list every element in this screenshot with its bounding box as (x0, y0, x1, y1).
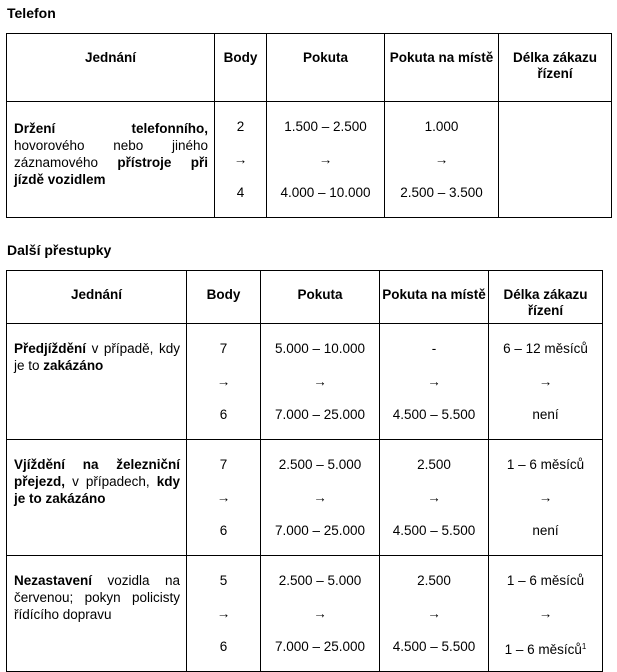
pokuta-na-miste-cell: 2.500 → 4.500 – 5.500 (380, 556, 489, 672)
body-cell: 7 → 6 (187, 324, 261, 440)
header-delka-zakazu: Délka zákazu řízení (512, 50, 598, 81)
arrow-icon: → (216, 606, 231, 621)
arrow-icon: → (216, 374, 231, 389)
pokuta-cell: 2.500 – 5.000 → 7.000 – 25.000 (261, 440, 380, 556)
pokuta-cell: 1.500 – 2.500 → 4.000 – 10.000 (267, 102, 385, 218)
header-body: Body (223, 50, 258, 65)
offense-description: Předjíždění v případě, kdy je to zakázáno (14, 341, 180, 373)
delka-cell: 6 – 12 měsíců → není (489, 324, 603, 440)
pokuta-na-miste-cell: - → 4.500 – 5.500 (380, 324, 489, 440)
body-cell: 2 → 4 (215, 102, 267, 218)
header-pokuta: Pokuta (302, 50, 348, 65)
section-title-dalsi-prestupky: Další přestupky (7, 242, 112, 258)
arrow-icon: → (538, 606, 553, 621)
telefon-table (6, 33, 612, 218)
body-cell: 7 → 6 (187, 440, 261, 556)
arrow-icon: → (318, 152, 333, 167)
arrow-icon: → (313, 374, 327, 389)
table-row (7, 556, 603, 672)
arrow-icon: → (233, 152, 248, 167)
arrow-icon: → (434, 152, 449, 167)
arrow-icon: → (313, 490, 327, 505)
table-header-row (7, 271, 603, 324)
header-pokuta: Pokuta (297, 287, 343, 302)
dalsi-prestupky-table (6, 270, 603, 672)
table-row (7, 440, 603, 556)
offense-description: Vjíždění na železniční přejezd, v případech, kdy je to zakázáno (14, 457, 180, 506)
header-pokuta-na-miste: Pokuta na místě (382, 287, 486, 302)
arrow-icon: → (313, 606, 327, 621)
arrow-icon: → (427, 374, 441, 389)
pokuta-cell: 5.000 – 10.000 → 7.000 – 25.000 (261, 324, 380, 440)
table-row (7, 102, 612, 218)
header-pokuta-na-miste: Pokuta na místě (389, 50, 494, 65)
arrow-icon: → (538, 374, 553, 389)
pokuta-na-miste-cell: 1.000 → 2.500 – 3.500 (385, 102, 499, 218)
section-title-telefon: Telefon (7, 5, 56, 21)
header-body: Body (206, 287, 241, 302)
arrow-icon: → (538, 490, 553, 505)
offense-description: Nezastavení vozidla na červenou; pokyn policisty řídícího dopravu (14, 573, 180, 622)
table-row (7, 324, 603, 440)
offense-description: Držení telefonního, hovorového nebo jiného záznamového přístroje při jízdě vozidlem (14, 121, 208, 187)
delka-cell: 1 – 6 měsíců → 1 – 6 měsíců$^1$ (489, 556, 603, 672)
delka-cell: 1 – 6 měsíců → není (489, 440, 603, 556)
arrow-icon: → (216, 490, 231, 505)
header-jednani: Jednání (70, 287, 122, 302)
pokuta-na-miste-cell: 2.500 → 4.500 – 5.500 (380, 440, 489, 556)
body-cell: 5 → 6 (187, 556, 261, 672)
delka-cell-empty (499, 102, 612, 218)
header-jednani: Jednání (84, 50, 136, 65)
arrow-icon: → (427, 606, 441, 621)
arrow-icon: → (427, 490, 441, 505)
table-header-row (7, 34, 612, 102)
footnote-marker: 1 (581, 642, 587, 651)
pokuta-cell: 2.500 – 5.000 → 7.000 – 25.000 (261, 556, 380, 672)
header-delka-zakazu: Délka zákazu řízení (503, 287, 588, 318)
